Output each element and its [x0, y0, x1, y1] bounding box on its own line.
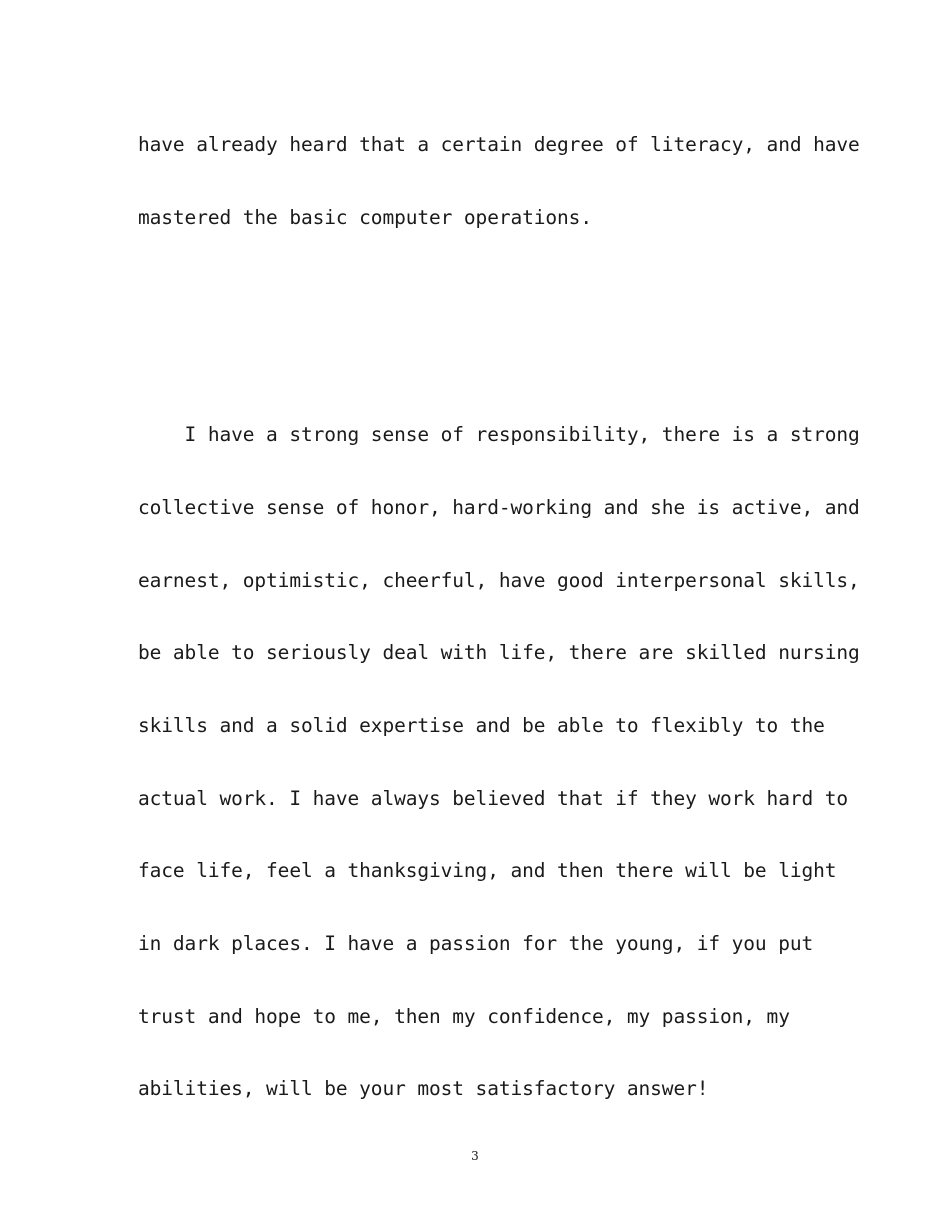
page-number: 3 — [471, 1149, 479, 1163]
text-line: I have a strong sense of responsibility, there is a strong — [138, 423, 860, 446]
text-line: collective sense of honor, hard-working and she is active, and — [138, 496, 860, 519]
text-line: earnest, optimistic, cheerful, have good interpersonal skills, — [138, 569, 860, 592]
text-line: face life, feel a thanksgiving, and then there will be light — [138, 859, 837, 882]
text-line: trust and hope to me, then my confidence, my passion, my — [138, 1005, 790, 1028]
text-line: have already heard that a certain degree of literacy, and have — [138, 133, 860, 156]
text-line: skills and a solid expertise and be able to flexibly to the — [138, 714, 825, 737]
text-line: abilities, will be your most satisfactory answer! — [138, 1077, 709, 1100]
text-line: actual work. I have always believed that if they work hard to — [138, 787, 849, 810]
text-line: mastered the basic computer operations. — [138, 206, 592, 229]
text-line: in dark places. I have a passion for the young, if you put — [138, 932, 814, 955]
text-line: be able to seriously deal with life, there are skilled nursing — [138, 641, 860, 664]
